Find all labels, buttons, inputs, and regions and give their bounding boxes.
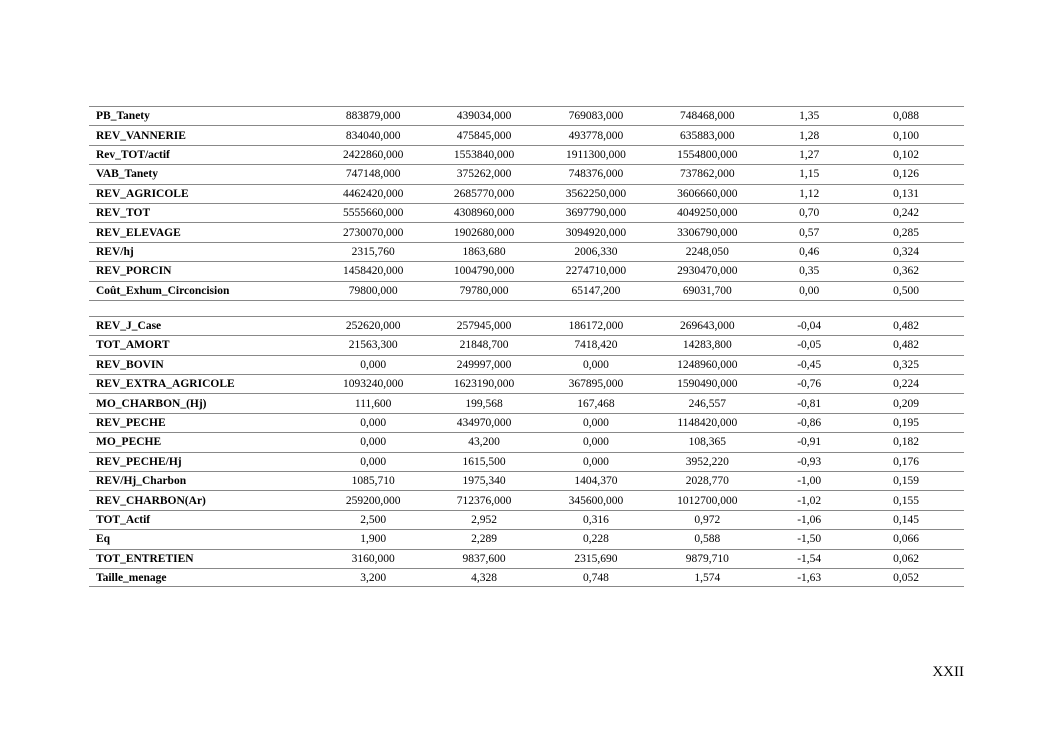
table-cell: -0,45 bbox=[797, 358, 822, 371]
table-cell: -0,86 bbox=[797, 417, 822, 430]
table-cell: 635883,000 bbox=[679, 129, 735, 142]
table-cell: 834040,000 bbox=[345, 129, 401, 142]
table-row bbox=[89, 222, 964, 241]
table-cell: -1,02 bbox=[797, 494, 822, 507]
table-cell: -0,04 bbox=[797, 320, 822, 333]
table-row bbox=[89, 393, 964, 412]
table-cell: 0,748 bbox=[582, 571, 609, 584]
table-cell: 3160,000 bbox=[351, 552, 395, 565]
table-row bbox=[89, 203, 964, 222]
table-cell: 2274710,000 bbox=[565, 265, 627, 278]
table-cell: 1911300,000 bbox=[565, 148, 626, 161]
row-label: Rev_TOT/actif bbox=[96, 148, 170, 161]
table-cell: -1,00 bbox=[797, 475, 822, 488]
table-cell: 3606660,000 bbox=[677, 187, 738, 200]
table-cell: 0,000 bbox=[582, 358, 609, 371]
table-cell: 14283,800 bbox=[682, 339, 732, 352]
table-cell: 252620,000 bbox=[345, 320, 401, 333]
table-cell: 883879,000 bbox=[345, 110, 401, 123]
table-cell: 0,000 bbox=[360, 417, 387, 430]
table-cell: -0,81 bbox=[797, 397, 822, 410]
table-cell: 0,70 bbox=[799, 207, 820, 220]
table-cell: 2,952 bbox=[471, 514, 497, 526]
row-label: TOT_AMORT bbox=[96, 339, 170, 352]
table-cell: 4049250,000 bbox=[677, 207, 738, 220]
table-cell: 0,46 bbox=[799, 245, 820, 258]
table-cell: 2315,690 bbox=[574, 552, 618, 565]
table-cell: -1,54 bbox=[797, 552, 822, 565]
row-label: REV/hj bbox=[96, 245, 134, 258]
row-label: Coût_Exhum_Circoncision bbox=[96, 284, 230, 297]
row-label: REV_AGRICOLE bbox=[96, 187, 189, 200]
group-separator bbox=[89, 300, 964, 316]
row-label: TOT_ENTRETIEN bbox=[96, 552, 194, 565]
table-row bbox=[89, 413, 964, 432]
table-cell: -1,63 bbox=[797, 571, 822, 584]
table-cell: 1554800,000 bbox=[677, 148, 738, 161]
table-cell: 2,500 bbox=[360, 514, 387, 526]
table-cell: 65147,200 bbox=[571, 284, 621, 297]
table-cell: 199,568 bbox=[465, 397, 503, 410]
table-cell: 0,131 bbox=[893, 187, 919, 200]
table-cell: 1,28 bbox=[799, 129, 820, 142]
table-cell: 269643,000 bbox=[679, 320, 735, 333]
table-row bbox=[89, 164, 964, 183]
table-cell: 0,088 bbox=[893, 110, 919, 123]
page-number: XXII bbox=[932, 664, 964, 680]
table-cell: -1,06 bbox=[797, 514, 822, 526]
table-cell: 43,200 bbox=[468, 436, 500, 449]
table-cell: 1012700,000 bbox=[677, 494, 738, 507]
table-cell: 737862,000 bbox=[679, 168, 735, 181]
table-cell: 0,000 bbox=[360, 455, 387, 468]
table-cell: 2,289 bbox=[471, 533, 497, 546]
table-cell: 0,102 bbox=[893, 148, 919, 161]
row-label: Eq bbox=[96, 533, 111, 546]
row-label: REV_ELEVAGE bbox=[96, 226, 181, 239]
table-row bbox=[89, 490, 964, 509]
table-row bbox=[89, 452, 964, 471]
table-cell: 1902680,000 bbox=[453, 226, 515, 239]
table-cell: 345600,000 bbox=[568, 494, 624, 507]
table-cell: 2730070,000 bbox=[342, 226, 404, 239]
row-label: REV/Hj_Charbon bbox=[96, 475, 187, 488]
table-cell: 2315,760 bbox=[351, 245, 395, 258]
table-cell: -0,91 bbox=[797, 436, 822, 449]
table-cell: 0,052 bbox=[893, 571, 919, 584]
table-cell: 0,000 bbox=[582, 436, 609, 449]
table-cell: 1004790,000 bbox=[453, 265, 515, 278]
table-cell: 3952,220 bbox=[685, 455, 729, 468]
table-cell: 3306790,000 bbox=[677, 226, 738, 239]
table-row bbox=[89, 106, 964, 125]
table-cell: 3697790,000 bbox=[565, 207, 627, 220]
table-cell: 2248,050 bbox=[685, 245, 729, 258]
table-row bbox=[89, 549, 964, 568]
table-cell: -0,76 bbox=[797, 378, 822, 391]
table-cell: 1,900 bbox=[360, 533, 387, 546]
table-cell: 0,195 bbox=[893, 417, 919, 430]
row-label: REV_PECHE bbox=[96, 417, 166, 430]
table-cell: 747148,000 bbox=[345, 168, 401, 181]
table-cell: 769083,000 bbox=[568, 110, 624, 123]
table-cell: 3562250,000 bbox=[565, 187, 627, 200]
table-cell: 434970,000 bbox=[456, 417, 512, 430]
table-cell: 0,35 bbox=[799, 265, 820, 278]
table-cell: 0,242 bbox=[893, 207, 919, 220]
table-cell: -0,93 bbox=[797, 455, 822, 468]
row-label: REV_J_Case bbox=[96, 320, 162, 333]
table-cell: 0,285 bbox=[893, 226, 919, 239]
table-cell: 1553840,000 bbox=[453, 148, 515, 161]
table-cell: 0,588 bbox=[694, 533, 721, 546]
table-cell: 0,155 bbox=[893, 494, 919, 507]
table-cell: 1,12 bbox=[799, 187, 820, 200]
table-cell: 0,176 bbox=[893, 455, 919, 468]
table-cell: 0,000 bbox=[360, 358, 387, 371]
table-cell: 21848,700 bbox=[459, 339, 509, 352]
table-cell: 2006,330 bbox=[574, 245, 618, 258]
table-cell: 0,362 bbox=[893, 265, 919, 278]
table-cell: 1,27 bbox=[799, 148, 820, 161]
table-cell: 712376,000 bbox=[456, 494, 512, 507]
table-cell: 1404,370 bbox=[574, 475, 618, 488]
table-row bbox=[89, 568, 964, 587]
table-cell: 0,324 bbox=[893, 245, 919, 258]
table-cell: 0,066 bbox=[893, 533, 919, 546]
table-cell: 21563,300 bbox=[348, 339, 398, 352]
table-cell: 1093240,000 bbox=[342, 378, 404, 391]
table-cell: 0,224 bbox=[893, 378, 919, 391]
table-cell: 0,00 bbox=[799, 284, 820, 297]
table-cell: 79780,000 bbox=[459, 284, 509, 297]
table-row bbox=[89, 432, 964, 451]
table-cell: 1,35 bbox=[799, 110, 820, 123]
table-cell: 1975,340 bbox=[462, 475, 506, 488]
table-cell: 439034,000 bbox=[456, 110, 512, 123]
row-label: REV_PECHE/Hj bbox=[96, 455, 182, 468]
row-label: Taille_menage bbox=[96, 571, 167, 584]
table-row bbox=[89, 529, 964, 548]
table-row bbox=[89, 261, 964, 280]
row-label: REV_VANNERIE bbox=[96, 129, 186, 142]
table-cell: 0,316 bbox=[582, 514, 609, 526]
table-row bbox=[89, 355, 964, 374]
table-cell: 69031,700 bbox=[682, 284, 732, 297]
table-cell: 111,600 bbox=[354, 397, 392, 410]
row-label: REV_TOT bbox=[96, 207, 151, 220]
table-row bbox=[89, 242, 964, 261]
table-cell: -0,05 bbox=[797, 339, 822, 352]
table-cell: 1248960,000 bbox=[677, 358, 738, 371]
table-cell: 0,972 bbox=[694, 514, 721, 526]
table-group-2 bbox=[89, 316, 964, 587]
table-cell: 0,000 bbox=[582, 417, 609, 430]
table-cell: 4308960,000 bbox=[453, 207, 515, 220]
table-cell: 748376,000 bbox=[568, 168, 624, 181]
table-row bbox=[89, 335, 964, 354]
table-row bbox=[89, 145, 964, 164]
row-label: MO_PECHE bbox=[96, 436, 162, 449]
table-row bbox=[89, 374, 964, 393]
table-cell: 5555660,000 bbox=[342, 207, 404, 220]
table-row bbox=[89, 125, 964, 144]
row-label: TOT_Actif bbox=[96, 514, 151, 526]
table-cell: 1085,710 bbox=[351, 475, 395, 488]
table-cell: 1615,500 bbox=[462, 455, 506, 468]
table-cell: 4462420,000 bbox=[342, 187, 404, 200]
table-cell: 4,328 bbox=[471, 571, 497, 584]
table-cell: 475845,000 bbox=[456, 129, 512, 142]
table-cell: 7418,420 bbox=[574, 339, 618, 352]
table-cell: 0,145 bbox=[893, 514, 919, 526]
row-label: REV_EXTRA_AGRICOLE bbox=[96, 378, 235, 391]
row-label: REV_CHARBON(Ar) bbox=[96, 494, 206, 507]
table-row bbox=[89, 316, 964, 335]
table-cell: 167,468 bbox=[577, 397, 615, 410]
table-cell: 0,500 bbox=[893, 284, 919, 297]
table-row bbox=[89, 184, 964, 203]
table-cell: 257945,000 bbox=[456, 320, 512, 333]
table-cell: 0,482 bbox=[893, 339, 919, 352]
data-table bbox=[89, 106, 964, 587]
table-cell: 108,365 bbox=[688, 436, 726, 449]
table-cell: 1,574 bbox=[694, 571, 721, 584]
table-cell: 0,062 bbox=[893, 552, 919, 565]
table-cell: 367895,000 bbox=[568, 378, 624, 391]
table-cell: 1458420,000 bbox=[342, 265, 404, 278]
table-cell: 259200,000 bbox=[345, 494, 401, 507]
table-cell: 1,15 bbox=[799, 168, 820, 181]
row-label: MO_CHARBON_(Hj) bbox=[96, 397, 207, 410]
table-cell: 1590490,000 bbox=[677, 378, 738, 391]
table-cell: 0,100 bbox=[893, 129, 919, 142]
table-row bbox=[89, 510, 964, 529]
table-cell: 9837,600 bbox=[462, 552, 506, 565]
table-cell: 0,000 bbox=[582, 455, 609, 468]
table-cell: 1623190,000 bbox=[453, 378, 515, 391]
table-cell: 0,325 bbox=[893, 358, 919, 371]
table-cell: 2028,770 bbox=[685, 475, 729, 488]
row-label: PB_Tanety bbox=[96, 110, 150, 123]
row-label: VAB_Tanety bbox=[96, 168, 158, 181]
table-cell: 748468,000 bbox=[679, 110, 735, 123]
table-cell: 0,000 bbox=[360, 436, 387, 449]
table-cell: 0,159 bbox=[893, 475, 919, 488]
table-cell: 375262,000 bbox=[456, 168, 512, 181]
table-cell: 493778,000 bbox=[568, 129, 624, 142]
table-cell: 0,126 bbox=[893, 168, 919, 181]
table-group-1 bbox=[89, 106, 964, 300]
table-cell: 0,57 bbox=[799, 226, 820, 239]
table-cell: 3,200 bbox=[360, 571, 387, 584]
table-cell: 0,209 bbox=[893, 397, 919, 410]
table-cell: 9879,710 bbox=[685, 552, 729, 565]
table-cell: -1,50 bbox=[797, 533, 822, 546]
table-cell: 0,182 bbox=[893, 436, 919, 449]
table-cell: 0,228 bbox=[582, 533, 609, 546]
row-label: REV_PORCIN bbox=[96, 265, 172, 278]
table-row bbox=[89, 471, 964, 490]
table-cell: 2422860,000 bbox=[342, 148, 404, 161]
table-cell: 186172,000 bbox=[568, 320, 624, 333]
table-cell: 246,557 bbox=[688, 397, 726, 410]
table-cell: 1148420,000 bbox=[677, 417, 738, 430]
row-label: REV_BOVIN bbox=[96, 358, 164, 371]
table-cell: 0,482 bbox=[893, 320, 919, 333]
table-cell: 3094920,000 bbox=[565, 226, 627, 239]
table-cell: 1863,680 bbox=[462, 245, 506, 258]
table-cell: 79800,000 bbox=[348, 284, 398, 297]
table-cell: 2685770,000 bbox=[453, 187, 515, 200]
table-cell: 249997,000 bbox=[456, 358, 512, 371]
table-cell: 2930470,000 bbox=[677, 265, 738, 278]
table-row bbox=[89, 281, 964, 300]
